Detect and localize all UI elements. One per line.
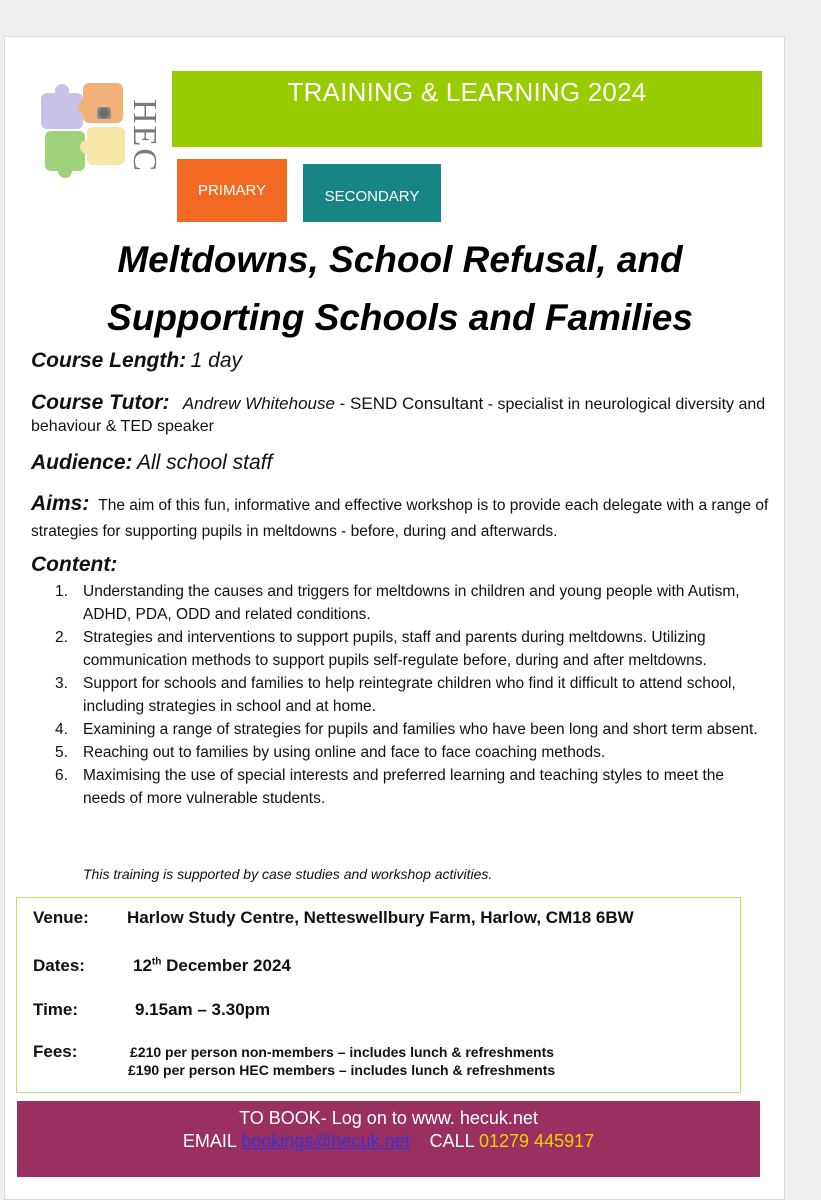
course-length-value: 1 day	[190, 349, 242, 372]
hec-logo	[35, 77, 165, 197]
email-link[interactable]: bookings@hecuk.net	[241, 1131, 410, 1151]
course-tutor	[31, 392, 771, 438]
time-label: Time:	[33, 1000, 79, 1019]
audience-value: All school staff	[136, 451, 273, 474]
booking-line: TO BOOK- Log on to www. hecuk.net	[239, 1108, 538, 1128]
booking-banner	[17, 1101, 760, 1177]
list-item: 1. Understanding the causes and triggers for meltdowns in children and young people with Autism, ADHD, PDA, ODD and related conditions.	[55, 583, 740, 623]
list-item: 3. Support for schools and families to help reintegrate children who find it difficult to attend school, including strategies in school and at home.	[55, 675, 736, 715]
venue-value: Harlow Study Centre, Netteswellbury Farm, Harlow, CM18 6BW	[127, 908, 634, 927]
list-item: 2. Strategies and interventions to support pupils, staff and parents during meltdowns. Utilizing communication methods to support pupils self-regulate before, during and after meltdowns.	[55, 629, 707, 669]
course-title	[45, 231, 755, 347]
training-note: This training is supported by case studies and workshop activities.	[83, 866, 493, 882]
course-tutor-label: Course Tutor:	[31, 391, 170, 414]
title-line-1: Meltdowns, School Refusal, and	[117, 239, 683, 280]
time-value: 9.15am – 3.30pm	[135, 1000, 271, 1019]
fees-line-2: £190 per person HEC members – includes lunch & refreshments	[128, 1062, 556, 1078]
title-line-2: Supporting Schools and Families	[107, 297, 693, 338]
dates-value: 12th December 2024	[133, 956, 291, 975]
course-length	[31, 349, 771, 373]
content-list	[53, 580, 765, 810]
tutor-name: Andrew Whitehouse	[182, 394, 335, 413]
flyer-page	[4, 36, 785, 1200]
aims-label: Aims:	[31, 492, 90, 515]
phone-number[interactable]: 01279 445917	[479, 1131, 595, 1151]
list-item: 4. Examining a range of strategies for pupils and families who have been long and short term absent.	[55, 721, 758, 738]
fees-label: Fees:	[33, 1042, 78, 1061]
primary-tag: PRIMARY	[177, 159, 287, 222]
secondary-tag: SECONDARY	[303, 164, 441, 222]
aims	[31, 491, 771, 545]
training-banner: TRAINING & LEARNING 2024	[172, 71, 762, 147]
tutor-role: - SEND Consultant	[334, 394, 484, 413]
logo-text: HEC	[126, 99, 163, 173]
list-item: 5. Reaching out to families by using online and face to face coaching methods.	[55, 744, 606, 761]
course-length-label: Course Length:	[31, 349, 187, 372]
venue-label: Venue:	[33, 908, 89, 927]
details-box	[16, 897, 741, 1093]
audience	[31, 451, 771, 475]
content-heading: Content:	[31, 553, 118, 576]
list-item: 6. Maximising the use of special interests and preferred learning and teaching styles to meet the needs of more vulnerable students.	[55, 767, 725, 807]
aims-text: The aim of this fun, informative and effective workshop is to provide each delegate with a range of strategies for supporting pupils in meltdowns - before, during and afterwards.	[31, 497, 769, 540]
contact-line: EMAIL bookings@hecuk.net CALL 01279 445917	[182, 1131, 595, 1151]
dates-label: Dates:	[33, 956, 85, 975]
tutor-desc: - specialist in neurological diversity and behaviour & TED speaker	[31, 396, 766, 435]
fees-line-1: £210 per person non-members – includes lunch & refreshments	[130, 1044, 555, 1060]
audience-label: Audience:	[31, 451, 133, 474]
